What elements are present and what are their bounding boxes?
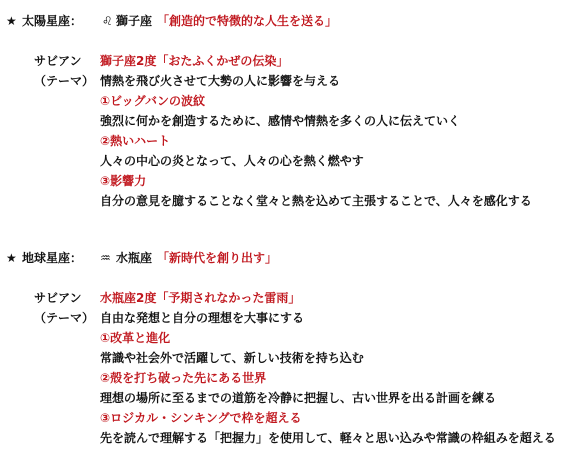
- earth-sign-theme: 「新時代を創り出す」: [157, 251, 278, 265]
- sun-sign-theme: 「創造的で特徴的な人生を送る」: [157, 14, 338, 28]
- sabian-degree-title: 獅子座2度「おたふくかぜの伝染」: [100, 54, 289, 68]
- sabian-summary: 情熱を飛び火させて大勢の人に影響を与える: [100, 74, 341, 88]
- point-heading: ①ビッグバンの波紋: [100, 94, 205, 108]
- theme-label: （テーマ）: [34, 74, 95, 88]
- leo-icon: ♌: [102, 14, 112, 28]
- point-heading: ③影響力: [100, 174, 147, 188]
- point-text: 自分の意見を臆することなく堂々と熱を込めて主張することで、人々を感化する: [100, 194, 532, 208]
- earth-sign-label: 地球星座：: [22, 251, 83, 265]
- point-heading: ②熱いハート: [100, 134, 171, 148]
- theme-label: （テーマ）: [34, 311, 95, 325]
- sabian-degree-title: 水瓶座2度「予期されなかった雷雨」: [100, 291, 301, 305]
- earth-sign-name: 水瓶座: [116, 251, 153, 265]
- point-text: 強烈に何かを創造するために、感情や情熱を多くの人に伝えていく: [100, 114, 461, 128]
- aquarius-icon: ♒: [100, 251, 110, 265]
- sabian-label: サビアン: [34, 291, 82, 305]
- point-text: 常識や社会外で活躍して、新しい技術を持ち込む: [100, 351, 364, 365]
- sun-sign-label: 太陽星座：: [22, 14, 83, 28]
- sabian-label: サビアン: [34, 54, 82, 68]
- point-heading: ②殻を打ち破った先にある世界: [100, 371, 267, 385]
- point-heading: ①改革と進化: [100, 331, 171, 345]
- point-text: 先を読んで理解する「把握力」を使用して、軽々と思い込みや常識の枠組みを超える: [100, 431, 556, 445]
- sun-sign-name: 獅子座: [116, 14, 153, 28]
- star-icon: ★: [6, 251, 17, 265]
- point-text: 人々の中心の炎となって、人々の心を熱く燃やす: [100, 154, 364, 168]
- point-text: 理想の場所に至るまでの道筋を冷静に把握し、古い世界を出る計画を練る: [100, 391, 497, 405]
- star-icon: ★: [6, 14, 17, 28]
- sabian-summary: 自由な発想と自分の理想を大事にする: [100, 311, 305, 325]
- point-heading: ③ロジカル・シンキングで枠を超える: [100, 411, 302, 425]
